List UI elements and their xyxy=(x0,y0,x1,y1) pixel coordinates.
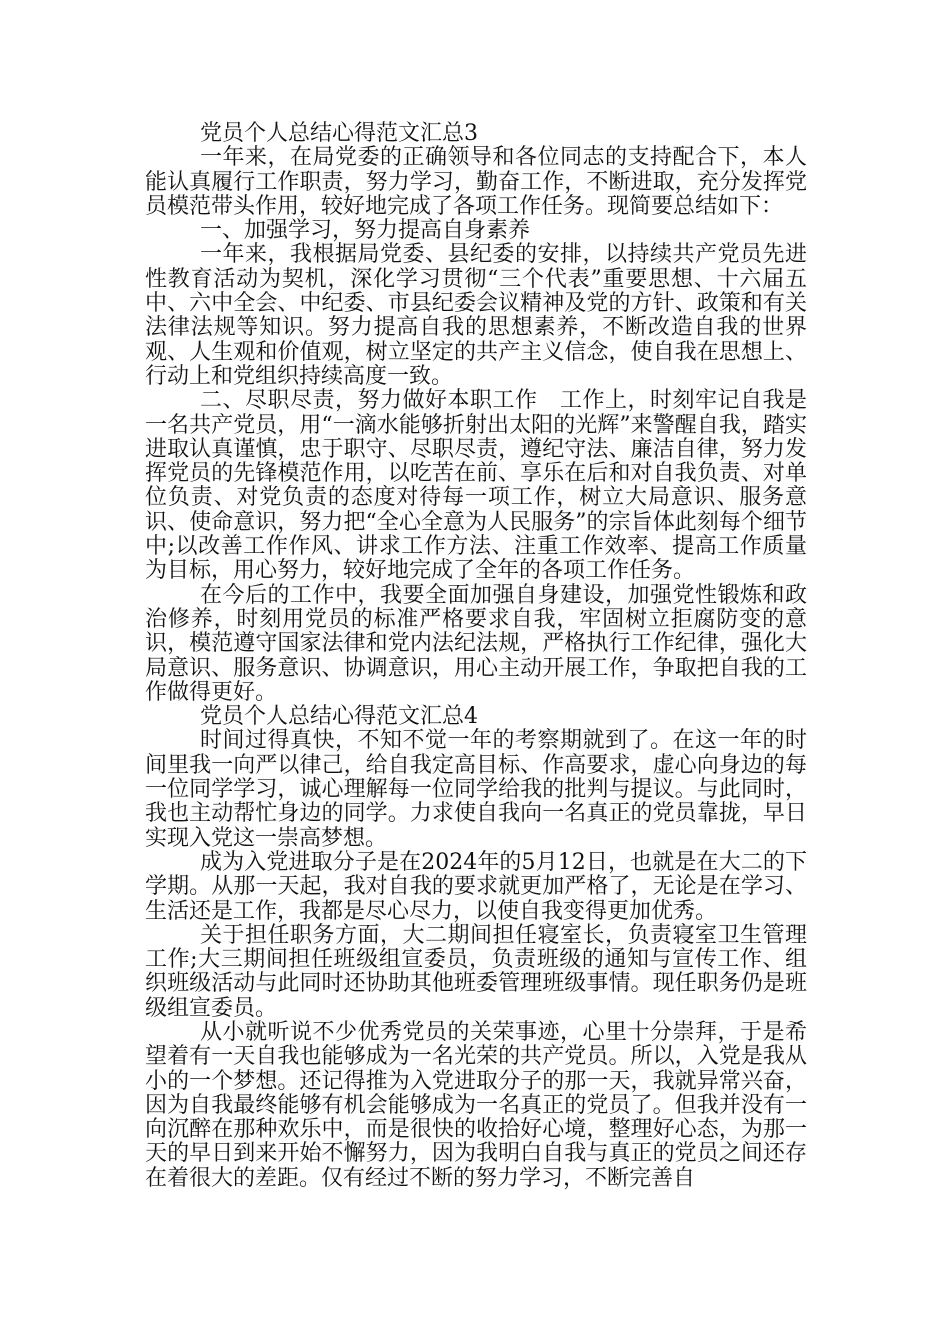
paragraph-study: 一年来，我根据局党委、县纪委的安排，以持续共产党员先进性教育活动为契机，深化学习贯彻“三个代表”重要思想、十六届五中、六中全会、中纪委、市县纪委会议精神及党的方针、政策和有关法律法规等知识。努力提高自我的思想素养，不断改造自我的世界观、人生观和价值观，树立坚定的共产主义信念，使自我在思想上、行动上和党组织持续高度一致。 xyxy=(145,242,807,389)
heading-study: 一、加强学习，努力提高自身素养 xyxy=(200,218,531,244)
document-body xyxy=(145,122,807,1191)
paragraph-activist: 成为入党进取分子是在2024年的5月12日，也就是在大二的下学期。从那一天起，我对自我的要求就更加严格了，无论是在学习、生活还是工作，我都是尽心尽力，以使自我变得更加优秀。 xyxy=(145,849,807,924)
section-title-3: 党员个人总结心得范文汇总3 xyxy=(200,121,478,146)
section-title-4: 党员个人总结心得范文汇总4 xyxy=(200,704,478,730)
paragraph-future: 在今后的工作中，我要全面加强自身建设，加强党性锻炼和政治修养，时刻用党员的标准严格要求自我，牢固树立拒腐防变的意识，模范遵守国家法律和党内法纪法规，严格执行工作纪律，强化大局意识、服务意识、协调意识，用心主动开展工作，争取把自我的工作做得更好。 xyxy=(145,582,807,705)
paragraph-positions: 关于担任职务方面，大二期间担任寝室长，负责寝室卫生管理工作;大三期间担任班级组宣委员，负责班级的通知与宣传工作、组织班级活动与此同时还协助其他班委管理班级事情。现任职务仍是班级组宣委员。 xyxy=(145,922,807,1021)
paragraph-time: 时间过得真快，不知不觉一年的考察期就到了。在这一年的时间里我一向严以律己，给自我定高目标、作高要求，虚心向身边的每一位同学学习，诚心理解每一位同学给我的批判与提议。与此同时，我也主动帮忙身边的同学。力求使自我向一名真正的党员靠拢，早日实现入党这一崇高梦想。 xyxy=(145,728,807,851)
paragraph-intro: 一年来，在局党委的正确领导和各位同志的支持配合下，本人能认真履行工作职责，努力学习，勤奋工作，不断进取，充分发挥党员模范带头作用，较好地完成了各项工作任务。现简要总结如下： xyxy=(145,145,807,219)
paragraph-dream: 从小就听说不少优秀党员的关荣事迹，心里十分崇拜，于是希望着有一天自我也能够成为一名光荣的共产党员。所以，入党是我从小的一个梦想。还记得推为入党进取分子的那一天，我就异常兴奋，因为自我最终能够有机会能够成为一名真正的党员了。但我并没有一向沉醉在那种欢乐中，而是很快的收拾好心境，整理好心态，为那一天的早日到来开始不懈努力，因为我明白自我与真正的党员之间还存在着很大的差距。仅有经过不断的努力学习，不断完善自 xyxy=(145,1019,807,1191)
paragraph-duty: 二、尽职尽责，努力做好本职工作 工作上，时刻牢记自我是一名共产党员，用“一滴水能够折射出太阳的光辉”来警醒自我，踏实进取认真谨慎，忠于职守、尽职尽责，遵纪守法、廉洁自律，努力发挥党员的先锋模范作用，以吃苦在前、享乐在后和对自我负责、对单位负责、对党负责的态度对待每一项工作，树立大局意识、服务意识、使命意识，努力把“全心全意为人民服务”的宗旨体此刻每个细节中;以改善工作作风、讲求工作方法、注重工作效率、提高工作质量为目标，用心努力，较好地完成了全年的各项工作任务。 xyxy=(145,388,807,584)
